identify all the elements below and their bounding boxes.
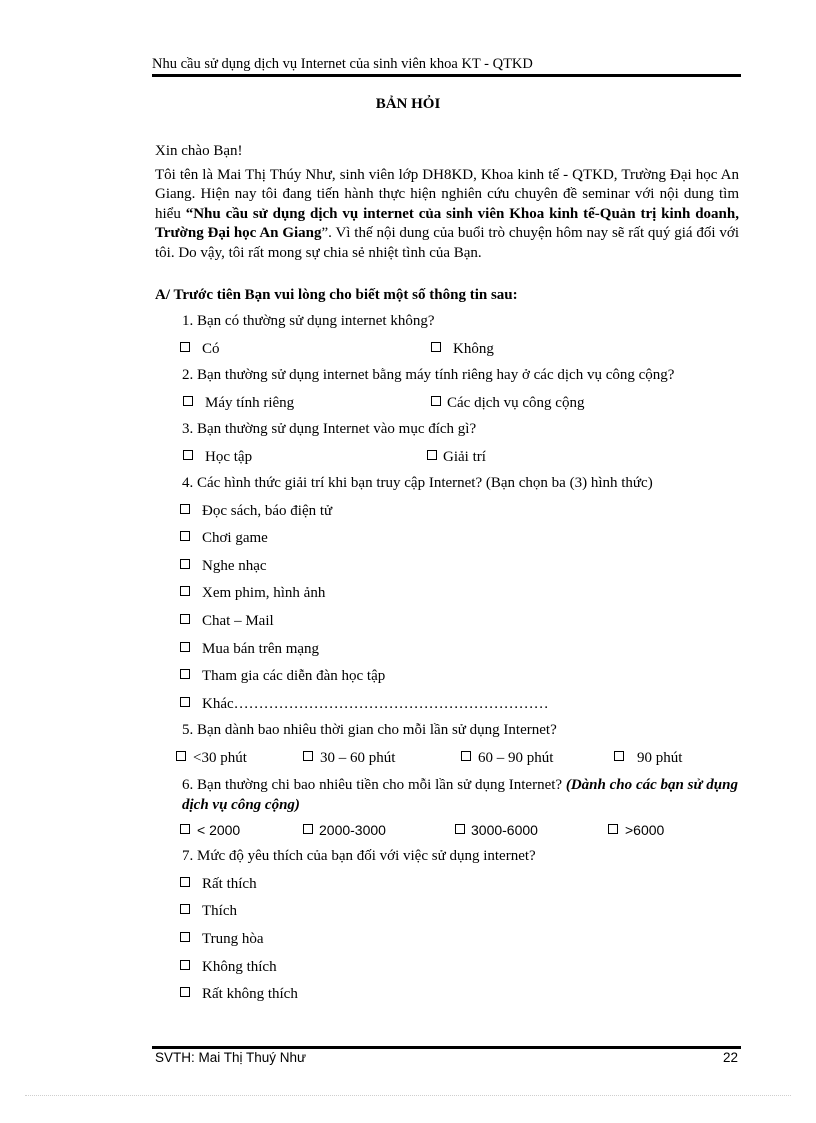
q2-option-own-computer[interactable]: Máy tính riêng (183, 395, 294, 412)
q4-option-6[interactable]: Mua bán trên mạng (180, 641, 319, 658)
checkbox-icon[interactable] (180, 904, 190, 914)
q7-option-2[interactable]: Thích (180, 903, 237, 920)
checkbox-icon[interactable] (461, 751, 471, 761)
intro-paragraph (155, 166, 739, 263)
question-5: 5. Bạn dành bao nhiêu thời gian cho mỗi lần sử dụng Internet? (182, 722, 557, 738)
checkbox-icon[interactable] (183, 396, 193, 406)
checkbox-icon[interactable] (303, 751, 313, 761)
checkbox-icon[interactable] (180, 614, 190, 624)
q4-option-5[interactable]: Chat – Mail (180, 613, 274, 630)
checkbox-icon[interactable] (455, 824, 465, 834)
q4-option-7[interactable]: Tham gia các diễn đàn học tập (180, 668, 385, 685)
q7-option-3[interactable]: Trung hòa (180, 931, 264, 948)
checkbox-icon[interactable] (180, 586, 190, 596)
checkbox-icon[interactable] (180, 932, 190, 942)
checkbox-icon[interactable] (608, 824, 618, 834)
q6-option-1[interactable]: < 2000 (180, 822, 240, 840)
q4-option-4[interactable]: Xem phim, hình ảnh (180, 585, 325, 602)
q5-option-1[interactable]: <30 phút (176, 750, 247, 767)
footer-rule (152, 1046, 741, 1049)
checkbox-icon[interactable] (176, 751, 186, 761)
q7-option-4[interactable]: Không thích (180, 959, 277, 976)
checkbox-icon[interactable] (180, 531, 190, 541)
q4-option-other[interactable]: Khác……………………………………………………… (180, 696, 549, 713)
page-edge-divider (25, 1095, 791, 1096)
question-7: 7. Mức độ yêu thích của bạn đối với việc sử dụng internet? (182, 848, 536, 864)
document-title: BẢN HỎI (375, 96, 441, 112)
greeting: Xin chào Bạn! (155, 143, 243, 159)
intro-text-1: Tôi tên là Mai Thị Thúy Như, sinh viên lớp DH8KD, Khoa kinh tế - QTKD, Trường Đại học An Giang. Hiện nay tôi đang tiến hành thực hiện nghiên cứu chuyên đề seminar với nội dung tìm hiểu (155, 167, 739, 222)
q7-option-1[interactable]: Rất thích (180, 876, 257, 893)
checkbox-icon[interactable] (180, 669, 190, 679)
checkbox-icon[interactable] (427, 450, 437, 460)
q4-option-2[interactable]: Chơi game (180, 530, 268, 547)
q4-option-3[interactable]: Nghe nhạc (180, 558, 267, 575)
q7-option-5[interactable]: Rất không thích (180, 986, 298, 1003)
q2-option-public-service[interactable]: Các dịch vụ công cộng (431, 395, 584, 412)
question-1: 1. Bạn có thường sử dụng internet không? (182, 313, 435, 329)
checkbox-icon[interactable] (303, 824, 313, 834)
intro-topic: “Nhu cầu sử dụng dịch vụ internet của sinh viên Khoa kinh tế-Quản trị kinh doanh, Trường Đại học An Giang (155, 205, 739, 242)
checkbox-icon[interactable] (180, 642, 190, 652)
section-a-heading: A/ Trước tiên Bạn vui lòng cho biết một số thông tin sau: (155, 287, 518, 303)
checkbox-icon[interactable] (180, 987, 190, 997)
question-6: 6. Bạn thường chi bao nhiêu tiền cho mỗi lần sử dụng Internet? (Dành cho các bạn sử dụng dịch vụ công cộng) (182, 777, 738, 813)
q4-option-1[interactable]: Đọc sách, báo điện tử (180, 503, 332, 520)
header-rule (152, 74, 741, 77)
running-header: Nhu cầu sử dụng dịch vụ Internet của sinh viên khoa KT - QTKD (152, 56, 533, 72)
q5-option-4[interactable]: 90 phút (614, 750, 682, 767)
q1-option-no[interactable]: Không (431, 341, 494, 358)
question-2: 2. Bạn thường sử dụng internet bằng máy tính riêng hay ở các dịch vụ công cộng? (182, 367, 675, 383)
checkbox-icon[interactable] (614, 751, 624, 761)
page-number: 22 (722, 1050, 738, 1065)
q5-option-3[interactable]: 60 – 90 phút (461, 750, 553, 767)
checkbox-icon[interactable] (431, 342, 441, 352)
checkbox-icon[interactable] (183, 450, 193, 460)
checkbox-icon[interactable] (180, 824, 190, 834)
checkbox-icon[interactable] (180, 697, 190, 707)
question-3: 3. Bạn thường sử dụng Internet vào mục đích gì? (182, 421, 477, 437)
q5-option-2[interactable]: 30 – 60 phút (303, 750, 395, 767)
checkbox-icon[interactable] (180, 504, 190, 514)
q3-option-entertainment[interactable]: Giải trí (427, 449, 486, 466)
question-6-note: (Dành cho các bạn sử dụng dịch vụ công cộng) (182, 777, 738, 813)
q6-option-3[interactable]: 3000-6000 (455, 822, 538, 840)
question-4: 4. Các hình thức giải trí khi bạn truy cập Internet? (Bạn chọn ba (3) hình thức) (182, 475, 653, 491)
q6-option-2[interactable]: 2000-3000 (303, 822, 386, 840)
q1-option-yes[interactable]: Có (180, 341, 220, 358)
checkbox-icon[interactable] (431, 396, 441, 406)
q3-option-study[interactable]: Học tập (183, 449, 252, 466)
q6-option-4[interactable]: >6000 (608, 822, 664, 840)
checkbox-icon[interactable] (180, 960, 190, 970)
intro-text-2: ”. Vì thế nội dung của buổi trò chuyện hôm nay sẽ rất quý giá đối với tôi. Do vậy, tôi rất mong sự chia sẻ nhiệt tình của Bạn. (155, 225, 739, 261)
checkbox-icon[interactable] (180, 342, 190, 352)
checkbox-icon[interactable] (180, 877, 190, 887)
checkbox-icon[interactable] (180, 559, 190, 569)
footer-author: SVTH: Mai Thị Thuý Như (155, 1050, 307, 1065)
